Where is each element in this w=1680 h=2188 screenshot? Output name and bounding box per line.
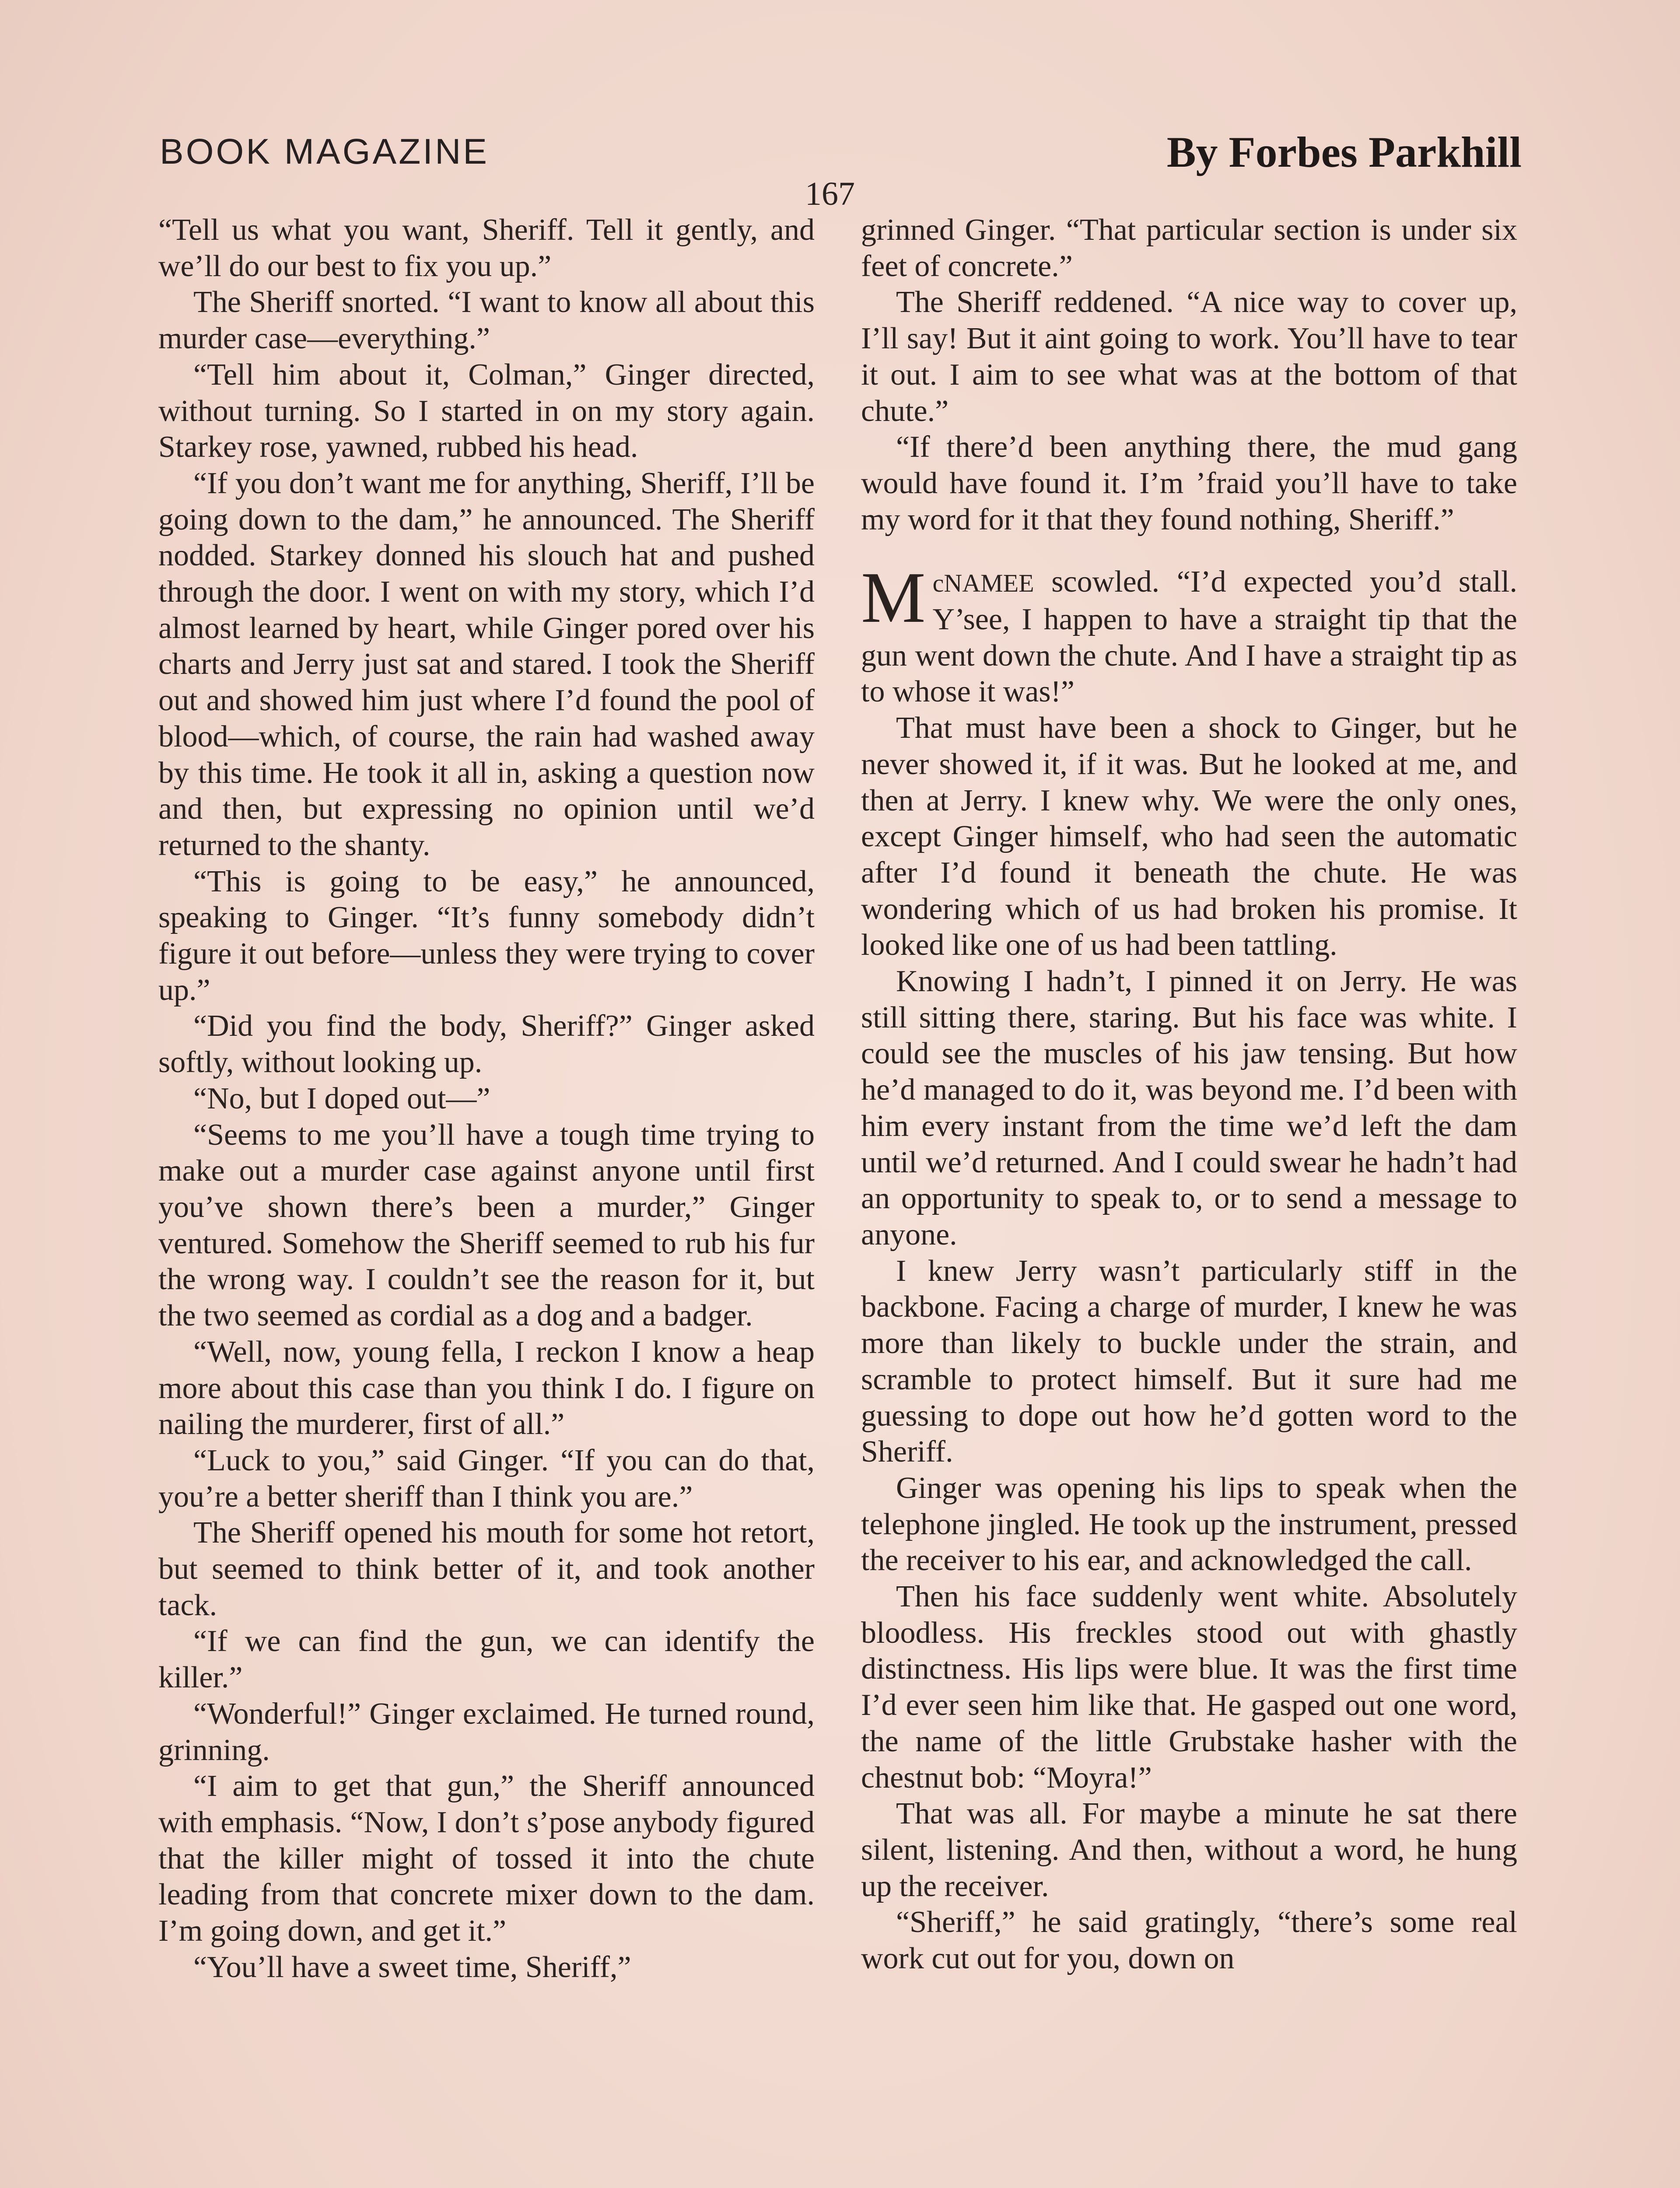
paragraph: That must have been a shock to Ginger, but he never showed it, if it was. But he looked at me, and then at Jerry. I knew why. We were the only ones, except Ginger himself, who had seen the automatic after I’d found it beneath the chute. He was wondering which of us had broken his promise. It looked like one of us had been tattling. bbox=[861, 711, 1517, 962]
section-opening-text: scowled. “I’d expected you’d stall. Y’see, I happen to have a straight tip that the gun went down the chute. And I have a straight tip as to whose it was!” bbox=[861, 565, 1517, 709]
paragraph: The Sheriff opened his mouth for some hot retort, but seemed to think better of it, and took another tack. bbox=[158, 1516, 815, 1622]
small-caps-word: cNAMEE bbox=[932, 569, 1034, 598]
left-column bbox=[158, 212, 815, 1985]
paragraph: “Did you find the body, Sheriff?” Ginger asked softly, without looking up. bbox=[158, 1009, 815, 1080]
drop-cap: M bbox=[861, 557, 926, 638]
page-number: 167 bbox=[805, 175, 855, 212]
paragraph: “Luck to you,” said Ginger. “If you can do that, you’re a better sheriff than I think you are.” bbox=[158, 1443, 815, 1514]
paragraph: Knowing I hadn’t, I pinned it on Jerry. He was still sitting there, staring. But his face was white. I could see the muscles of his jaw tensing. But how he’d managed to do it, was beyond me. I’d been with him every instant from the time we’d left the dam until we’d returned. And I could swear he hadn’t had an opportunity to speak to, or to send a message to anyone. bbox=[861, 964, 1517, 1252]
paragraph: Then his face suddenly went white. Absolutely bloodless. His freckles stood out with ghastly distinctness. His lips were blue. It was the first time I’d ever seen him like that. He gasped out one word, the name of the little Grubstake hasher with the chestnut bob: “Moyra!” bbox=[861, 1580, 1517, 1795]
paragraph: The Sheriff snorted. “I want to know all about this murder case—everything.” bbox=[158, 285, 815, 356]
paragraph: “Tell us what you want, Sheriff. Tell it gently, and we’ll do our best to fix you up.” bbox=[158, 213, 815, 283]
paragraph: “Sheriff,” he said gratingly, “there’s some real work cut out for you, down on bbox=[861, 1905, 1517, 1976]
paragraph: “You’ll have a sweet time, Sheriff,” bbox=[193, 1950, 631, 1984]
right-column-bottom bbox=[861, 710, 1517, 1977]
right-column bbox=[861, 212, 1517, 1977]
paragraph: “I aim to get that gun,” the Sheriff announced with emphasis. “Now, I don’t s’pose anybody figured that the killer might of tossed it into the chute leading from that concrete mixer down to the dam. I’m going down, and get it.” bbox=[158, 1769, 815, 1948]
publication-title: BOOK MAGAZINE bbox=[160, 132, 489, 172]
paragraph: grinned Ginger. “That particular section is under six feet of concrete.” bbox=[861, 213, 1517, 283]
paragraph: I knew Jerry wasn’t particularly stiff in the backbone. Facing a charge of murder, I knew he was more than likely to buckle under the strain, and scramble to protect himself. But it sure had me guessing to dope out how he’d gotten word to the Sheriff. bbox=[861, 1254, 1517, 1469]
paragraph: “Seems to me you’ll have a tough time trying to make out a murder case against anyone until first you’ve shown there’s been a murder,” Ginger ventured. Somehow the Sheriff seemed to rub his fur the wrong way. I couldn’t see the reason for it, but the two seemed as cordial as a dog and a badger. bbox=[158, 1118, 815, 1333]
paragraph: That was all. For maybe a minute he sat there silent, listening. And then, without a word, he hung up the receiver. bbox=[861, 1797, 1517, 1903]
paragraph: “Well, now, young fella, I reckon I know a heap more about this case than you think I do. I figure on nailing the murderer, first of all.” bbox=[158, 1335, 815, 1441]
author-byline: By Forbes Parkhill bbox=[1166, 128, 1522, 176]
paragraph: “If you don’t want me for anything, Sheriff, I’ll be going down to the dam,” he announced. The Sheriff nodded. Starkey donned his slouch hat and pushed through the door. I went on with my story, which I’d almost learned by heart, while Ginger pored over his charts and Jerry just sat and stared. I took the Sheriff out and showed him just where I’d found the pool of blood—which, of course, the rain had washed away by this time. He took it all in, asking a question now and then, but expressing no opinion until we’d returned to the shanty. bbox=[158, 466, 815, 862]
paragraph: “This is going to be easy,” he announced, speaking to Ginger. “It’s funny somebody didn’t figure it out before—unless they were trying to cover up.” bbox=[158, 864, 815, 1007]
paragraph: “No, but I doped out—” bbox=[193, 1081, 490, 1115]
paragraph: Ginger was opening his lips to speak when the telephone jingled. He took up the instrument, pressed the receiver to his ear, and acknowledged the call. bbox=[861, 1471, 1517, 1578]
right-column-top bbox=[861, 212, 1517, 538]
paragraph: “If we can find the gun, we can identify the killer.” bbox=[158, 1624, 815, 1695]
paragraph: “Tell him about it, Colman,” Ginger directed, without turning. So I started in on my story again. Starkey rose, yawned, rubbed his head. bbox=[158, 358, 815, 464]
paragraph: The Sheriff reddened. “A nice way to cover up, I’ll say! But it aint going to work. You’ll have to tear it out. I aim to see what was at the bottom of that chute.” bbox=[861, 285, 1517, 428]
section-opening-paragraph bbox=[861, 557, 1517, 710]
paragraph: “If there’d been anything there, the mud gang would have found it. I’m ’fraid you’ll have to take my word for it that they found nothing, Sheriff.” bbox=[861, 430, 1517, 536]
section-break bbox=[861, 538, 1517, 564]
paragraph: “Wonderful!” Ginger exclaimed. He turned round, grinning. bbox=[158, 1697, 815, 1767]
